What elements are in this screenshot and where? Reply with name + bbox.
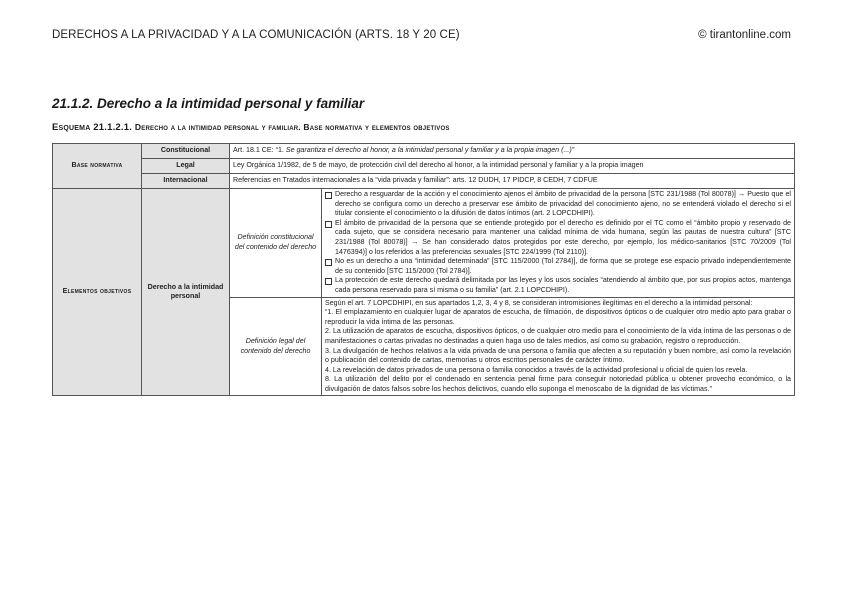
base-type-internacional: Internacional [142, 174, 230, 189]
definicion-constitucional-label: Definición constitucional del contenido del derecho [230, 189, 322, 298]
legal-paragraph: 2. La utilización de aparatos de escucha, dispositivos ópticos, o de cualquier otro medio para el conocimiento de la vida íntima de las personas o de manifestaciones o cartas privadas no destinadas a quien haga uso de tales medios, así como su grabación, registro o reproducción. [325, 327, 791, 345]
schema-table [52, 143, 795, 396]
definicion-legal-text [322, 297, 795, 396]
legal-paragraph: 8. La utilización del delito por el condenado en sentencia penal firme para conseguir notoriedad pública u obtener provecho económico, o la divulgación de datos falsos sobre los hechos delictivos, cuando ello suponga el menoscabo de la dignidad de las víctimas.” [325, 375, 791, 393]
list-item-text: El ámbito de privacidad de la persona que se entiende protegido por el derecho es definido por el TC como el “ámbito propio y reservado de cada sujeto, que se considera necesario para mantener una calidad mínima de vida humana, según las pautas de nuestra cultura” [STC 231/1988 (Tol 80078)] → Se han considerado datos protegidos por este derecho, por ejemplo, los médico-sanitarios [STC 70/2009 (Tol 1476394)] o los referidos a las preferencias sexuales [STC 224/1999 (Tol 2110)]. [335, 218, 791, 256]
definicion-constitucional-list [325, 190, 791, 296]
row-internacional [53, 174, 795, 189]
list-item-text: Derecho a resguardar de la acción y el conocimiento ajenos el ámbito de privacidad de la persona [STC 231/1988 (Tol 80078)] → Puesto que el derecho se configura como un derecho a preservar ese ámbito de privacidad del conocimiento ajeno, no se entenderá violado el derecho si el titular consiente el conocimiento o la difusión de datos íntimos (art. 2 LOPCDHIPI). [335, 190, 791, 218]
base-normativa-label: Base normativa [53, 144, 142, 189]
constitucional-prefix: Art. 18.1 CE: “1. [233, 146, 284, 155]
checkbox-bullet-icon [325, 278, 332, 285]
checkbox-bullet-icon [325, 221, 332, 228]
definicion-constitucional-text [322, 189, 795, 298]
list-item [325, 219, 791, 257]
schema-title [52, 122, 450, 133]
legal-paragraph: 3. La divulgación de hechos relativos a la vida privada de una persona o familia que afecten a su reputación y buen nombre, así como la revelación o publicación del contenido de cartas, memorias u otros escritos personales de carácter íntimo. [325, 346, 791, 365]
base-type-legal: Legal [142, 159, 230, 174]
running-header-title: DERECHOS A LA PRIVACIDAD Y A LA COMUNICACIÓN (ARTS. 18 Y 20 CE) [52, 29, 460, 41]
list-item [325, 276, 791, 295]
definicion-legal-label: Definición legal del contenido del derecho [230, 297, 322, 396]
legal-paragraph: “1. El emplazamiento en cualquier lugar de aparatos de escucha, de filmación, de dispositivos ópticos o de cualquier otro medio apto para grabar o reproducir la vida íntima de las personas. [325, 308, 791, 326]
row-legal [53, 159, 795, 174]
running-header-site: © tirantonline.com [698, 29, 791, 41]
list-item-text: La protección de este derecho quedará delimitada por las leyes y los usos sociales “atendiendo al ámbito que, por sus propios actos, mantenga cada persona reservado para sí misma o su familia” (art. 2.1 LOPCDHIPI). [335, 276, 791, 294]
base-text-constitucional [230, 144, 795, 159]
legal-paragraph: 4. La revelación de datos privados de una persona o familia conocidos a través de la actividad profesional u oficial de quien los revela. [325, 365, 748, 374]
definicion-legal-intro: Según el art. 7 LOPCDHIPI, en sus apartados 1,2, 3, 4 y 8, se consideran intromisiones ilegítimas en el derecho a la intimidad personal: [325, 298, 753, 307]
derecho-intimidad-label: Derecho a la intimidad personal [142, 189, 230, 396]
base-text-legal: Ley Orgánica 1/1982, de 5 de mayo, de protección civil del derecho al honor, a la intimidad personal y familiar y a la propia imagen [230, 159, 795, 174]
list-item-text: No es un derecho a una “intimidad determinada” [STC 115/2000 (Tol 2784)], de forma que se protege ese espacio privado independientemente de su contenido [STC 115/2000 (Tol 2784)]. [335, 257, 791, 275]
schema-number: Esquema 21.1.2.1. [52, 122, 133, 133]
list-item [325, 257, 791, 276]
schema-caption: Derecho a la intimidad personal y familiar. Base normativa y elementos objetivos [134, 122, 450, 132]
row-constitucional [53, 144, 795, 159]
base-text-internacional: Referencias en Tratados internacionales a la “vida privada y familiar”: arts. 12 DUDH, 17 PIDCP, 8 CEDH, 7 CDFUE [230, 174, 795, 189]
list-item [325, 190, 791, 219]
checkbox-bullet-icon [325, 192, 332, 199]
row-definicion-constitucional [53, 189, 795, 298]
elementos-objetivos-label: Elementos objetivos [53, 189, 142, 396]
section-title: 21.1.2. Derecho a la intimidad personal y familiar [52, 96, 365, 111]
base-type-constitucional: Constitucional [142, 144, 230, 159]
constitucional-quote: Se garantiza el derecho al honor, a la intimidad personal y familiar y a la propia imagen (...)” [285, 146, 575, 155]
checkbox-bullet-icon [325, 259, 332, 266]
